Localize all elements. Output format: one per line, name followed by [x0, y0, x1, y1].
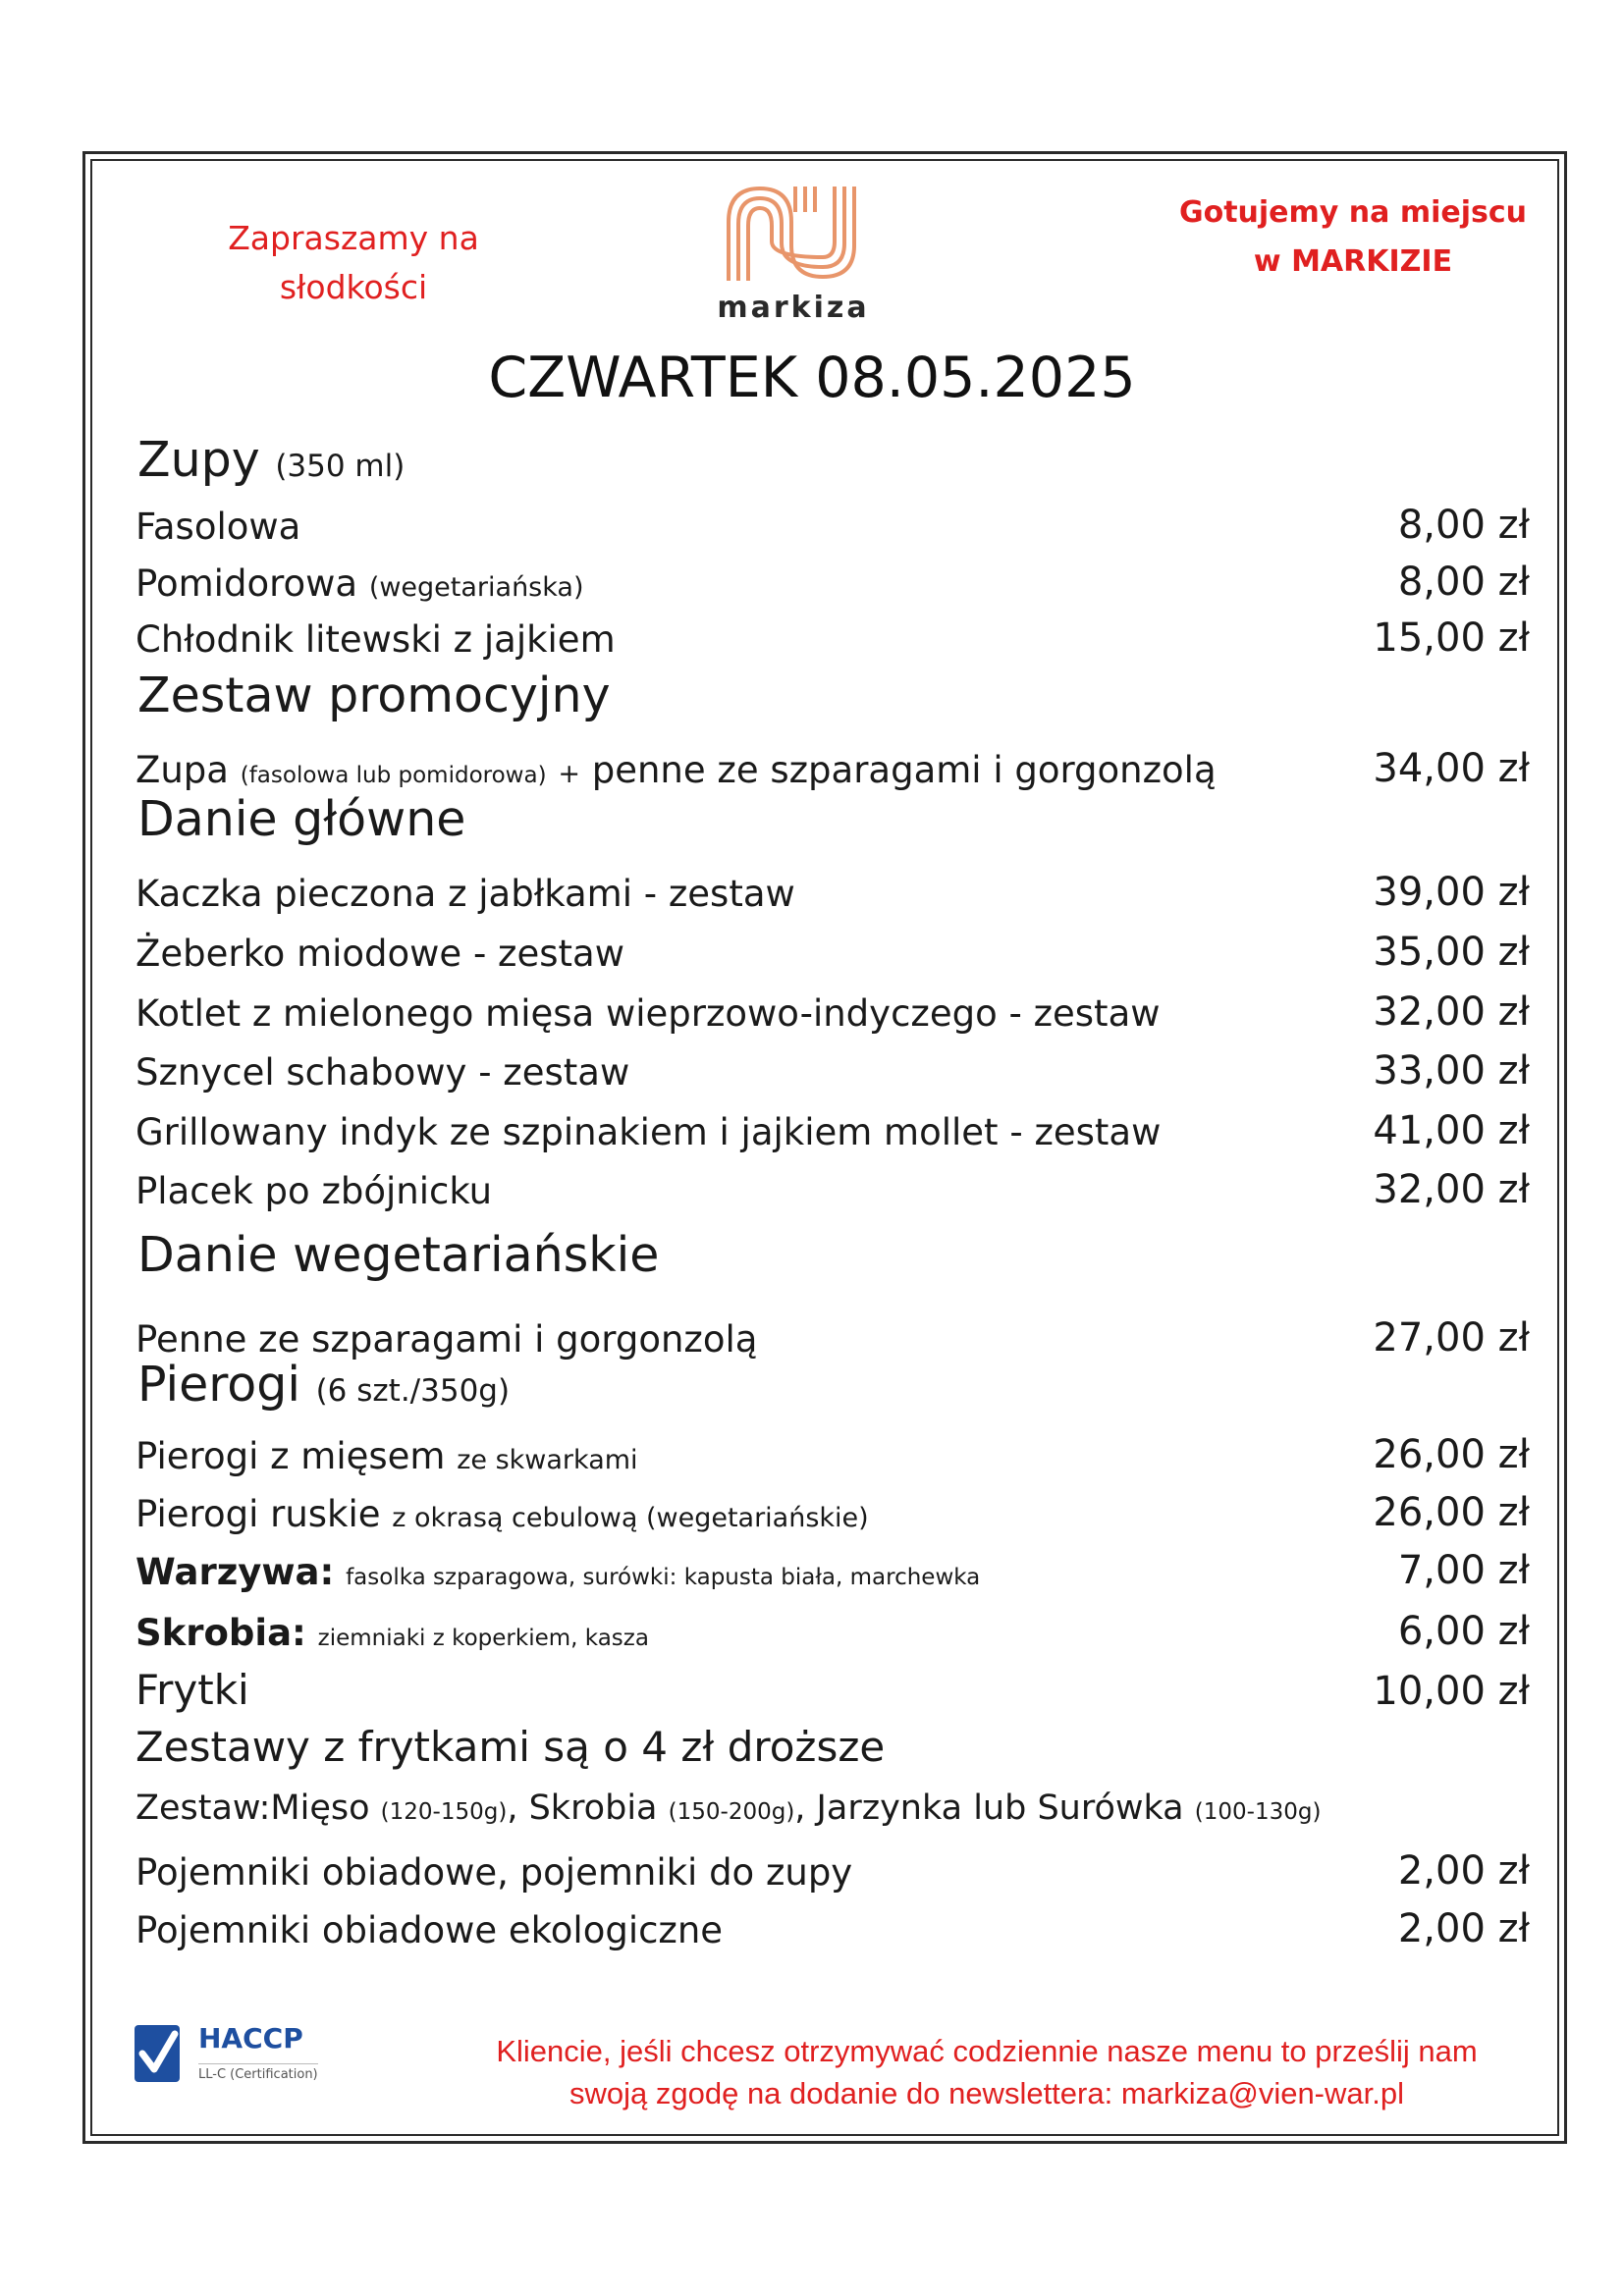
item-name: Placek po zbójnicku — [135, 1170, 493, 1212]
menu-row-pierogi-mieso — [135, 1422, 1530, 1477]
menu-row-kotlet — [135, 980, 1530, 1035]
item-name: Grillowany indyk ze szpinakiem i jajkiem mollet - zestaw — [135, 1111, 1162, 1153]
item-note: ziemniaki z koperkiem, kasza — [317, 1626, 649, 1651]
menu-row-sznycel — [135, 1039, 1530, 1094]
item-price: 26,00 zł — [1373, 1432, 1530, 1477]
section-pierogi-title: Pierogi — [137, 1357, 300, 1413]
section-zupy-note: (350 ml) — [275, 449, 406, 484]
promo-cooking-line1: Gotujemy na miejscu — [1178, 195, 1528, 230]
zestaw-jarzynka: , Jarzynka lub Surówka — [794, 1789, 1184, 1828]
item-name: Chłodnik litewski z jajkiem — [135, 618, 616, 661]
menu-row-zeberko — [135, 920, 1530, 975]
section-zupy-title: Zupy — [137, 432, 260, 488]
promo-sweets-line2: słodkości — [279, 268, 428, 306]
promo-cooking-line2: w MARKIZIE — [1253, 244, 1453, 279]
section-zestaw-title: Zestaw promocyjny — [137, 667, 611, 723]
item-price: 10,00 zł — [1373, 1669, 1530, 1714]
item-name: Pojemniki obiadowe ekologiczne — [135, 1909, 724, 1951]
item-price: 32,00 zł — [1373, 989, 1530, 1035]
item-price: 6,00 zł — [1397, 1609, 1530, 1654]
item-name: Żeberko miodowe - zestaw — [135, 933, 624, 975]
item-name-b: penne ze szparagami i gorgonzolą — [591, 749, 1217, 791]
section-wege-title: Danie wegetariańskie — [137, 1227, 660, 1283]
haccp-subtitle: LL-C (Certification) — [198, 2063, 318, 2082]
menu-row-kaczka — [135, 860, 1530, 915]
item-note: (wegetariańska) — [368, 572, 584, 603]
item-note: (fasolowa lub pomidorowa) — [240, 763, 547, 788]
section-glowne-title: Danie główne — [137, 791, 466, 847]
menu-row-pojemniki — [135, 1839, 1530, 1894]
item-name-text: Warzywa: — [135, 1551, 335, 1593]
item-price: 2,00 zł — [1397, 1906, 1530, 1951]
item-price: 35,00 zł — [1373, 930, 1530, 975]
menu-row-penne — [135, 1306, 1530, 1361]
item-price: 7,00 zł — [1397, 1548, 1530, 1593]
item-name: Pojemniki obiadowe, pojemniki do zupy — [135, 1851, 853, 1894]
item-name-a: Zupa — [135, 749, 229, 791]
info-zestaw — [135, 1773, 1530, 1828]
promo-sweets-line1: Zapraszamy na — [228, 219, 479, 257]
promo-cooking — [1147, 188, 1559, 287]
item-name-text: Pierogi ruskie — [135, 1493, 381, 1535]
item-name — [135, 1435, 638, 1477]
promo-sweets — [196, 214, 511, 312]
item-name: Penne ze szparagami i gorgonzolą — [135, 1318, 758, 1361]
footer-line2: swoją zgodę na dodanie do newslettera: markiza@vien-war.pl — [569, 2076, 1404, 2110]
item-name — [135, 562, 584, 605]
item-name — [135, 749, 1217, 791]
item-name: Sznycel schabowy - zestaw — [135, 1051, 630, 1094]
section-wege — [137, 1227, 659, 1283]
menu-row-promo — [135, 736, 1530, 791]
menu-row-indyk — [135, 1098, 1530, 1153]
section-zestaw — [137, 667, 611, 723]
haccp-title: HACCP — [198, 2022, 303, 2055]
zestaw-mieso-note: (120-150g) — [380, 1799, 508, 1825]
checkmark-icon — [134, 2024, 183, 2085]
item-note: fasolka szparagowa, surówki: kapusta biała, marchewka — [346, 1565, 981, 1590]
logo-wordmark: markiza — [717, 291, 870, 325]
menu-row-chlodnik — [135, 606, 1530, 661]
section-pierogi-note: (6 szt./350g) — [315, 1373, 511, 1409]
item-price: 8,00 zł — [1397, 560, 1530, 605]
markiza-logo — [715, 183, 872, 330]
item-price: 26,00 zł — [1373, 1490, 1530, 1535]
section-zupy — [137, 432, 405, 488]
newsletter-footer — [432, 2030, 1542, 2114]
markiza-logo-icon — [721, 183, 866, 285]
item-name — [135, 1551, 980, 1593]
item-name — [135, 1612, 649, 1654]
info-text — [135, 1789, 1321, 1828]
item-price: 15,00 zł — [1373, 615, 1530, 661]
menu-row-pojemniki-eko — [135, 1896, 1530, 1951]
info-frytki-note — [135, 1716, 1530, 1771]
item-name: Kotlet z mielonego mięsa wieprzowo-indyczego - zestaw — [135, 992, 1161, 1035]
page-title: CZWARTEK 08.05.2025 — [488, 346, 1136, 410]
menu-row-placek — [135, 1157, 1530, 1212]
zestaw-skrobia-note: (150-200g) — [668, 1799, 795, 1825]
item-price: 2,00 zł — [1397, 1848, 1530, 1894]
zestaw-jarzynka-note: (100-130g) — [1194, 1799, 1322, 1825]
item-name — [135, 1493, 869, 1535]
footer-line1: Kliencie, jeśli chcesz otrzymywać codziennie nasze menu to prześlij nam — [496, 2034, 1478, 2068]
info-text: Zestawy z frytkami są o 4 zł droższe — [135, 1723, 886, 1771]
menu-row-warzywa — [135, 1538, 1530, 1593]
item-note: ze skwarkami — [457, 1445, 638, 1475]
haccp-badge — [134, 2020, 350, 2089]
menu-row-skrobia — [135, 1599, 1530, 1654]
item-name: Frytki — [135, 1666, 249, 1714]
item-name-text: Pierogi z mięsem — [135, 1435, 446, 1477]
item-price: 33,00 zł — [1373, 1048, 1530, 1094]
item-price: 27,00 zł — [1373, 1315, 1530, 1361]
item-price: 34,00 zł — [1373, 746, 1530, 791]
item-name: Kaczka pieczona z jabłkami - zestaw — [135, 873, 795, 915]
item-price: 41,00 zł — [1373, 1108, 1530, 1153]
item-name: Fasolowa — [135, 506, 301, 548]
item-note: z okrasą cebulową (wegetariańskie) — [392, 1503, 869, 1533]
zestaw-mieso: Zestaw:Mięso — [135, 1789, 370, 1828]
menu-row-frytki — [135, 1659, 1530, 1714]
menu-row-pomidorowa — [135, 550, 1530, 605]
section-glowne — [137, 791, 465, 847]
item-price: 32,00 zł — [1373, 1167, 1530, 1212]
menu-row-pierogi-ruskie — [135, 1480, 1530, 1535]
plus-sign: + — [558, 759, 580, 789]
menu-row-fasolowa — [135, 493, 1530, 548]
section-pierogi — [137, 1357, 510, 1413]
zestaw-skrobia: , Skrobia — [507, 1789, 658, 1828]
item-name-text: Skrobia: — [135, 1612, 306, 1654]
item-name-text: Pomidorowa — [135, 562, 358, 605]
item-price: 39,00 zł — [1373, 870, 1530, 915]
item-price: 8,00 zł — [1397, 503, 1530, 548]
